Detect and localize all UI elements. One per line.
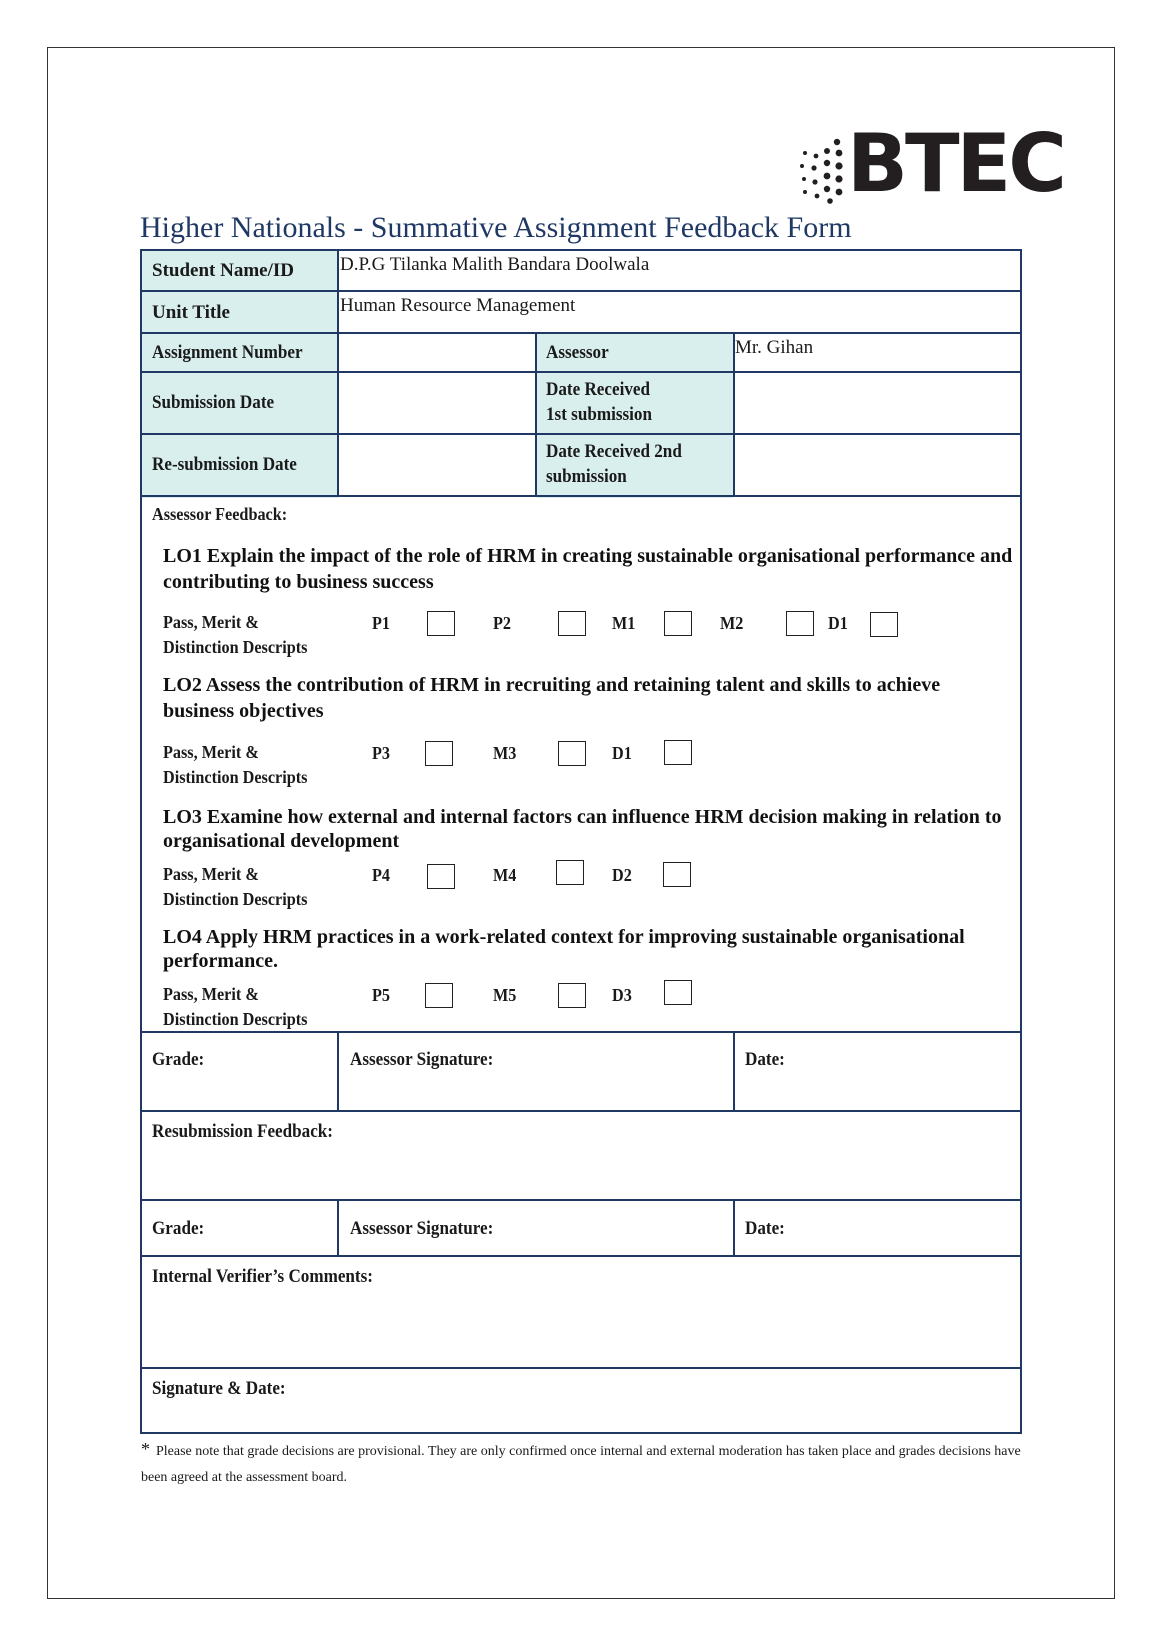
resubmission-assessor-signature-label: Assessor Signature: xyxy=(350,1218,494,1239)
row-divider xyxy=(142,433,1022,435)
lo4-criterion-p5: P5 xyxy=(372,985,390,1005)
lo1-criterion-d1: D1 xyxy=(828,613,848,633)
row-divider xyxy=(142,1110,1022,1112)
footnote-marker: * xyxy=(141,1439,150,1459)
resubmission-date-label: Re-submission Date xyxy=(152,454,297,475)
logo-dots-icon xyxy=(797,136,847,216)
row-divider xyxy=(142,1255,1022,1257)
lo1-criterion-m1: M1 xyxy=(612,613,636,633)
lo3-criterion-p4: P4 xyxy=(372,865,390,885)
lo3-descriptor-line1: Pass, Merit & xyxy=(163,864,259,884)
lo1-p2-checkbox[interactable] xyxy=(558,611,586,636)
lo4-descriptor-line2: Distinction Descripts xyxy=(163,1009,308,1029)
lo4-title: LO4 Apply HRM practices in a work-related context for improving sustainable organisational performance. xyxy=(163,926,965,972)
resubmission-date-label-2: Date: xyxy=(745,1218,785,1239)
resubmission-feedback-label: Resubmission Feedback: xyxy=(152,1121,333,1142)
lo2-m3-checkbox[interactable] xyxy=(558,741,586,766)
lo1-criterion-p2: P2 xyxy=(493,613,511,633)
lo1-criterion-m2: M2 xyxy=(720,613,744,633)
row-divider xyxy=(142,1199,1022,1201)
lo2-criterion-m3: M3 xyxy=(493,743,517,763)
lo3-p4-checkbox[interactable] xyxy=(427,864,455,889)
row-divider xyxy=(142,495,1022,497)
student-name-label: Student Name/ID xyxy=(152,260,294,281)
lo3-criterion-m4: M4 xyxy=(493,865,517,885)
lo1-p1-checkbox[interactable] xyxy=(427,611,455,636)
lo2-p3-checkbox[interactable] xyxy=(425,741,453,766)
lo3-title: LO3 Examine how external and internal factors can influence HRM decision making in relation to organisational development xyxy=(163,806,1002,852)
date-received-1-label-line2: 1st submission xyxy=(546,404,652,425)
col-divider xyxy=(535,332,537,497)
lo1-m2-checkbox[interactable] xyxy=(786,611,814,636)
lo2-title: LO2 Assess the contribution of HRM in recruiting and retaining talent and skills to achieve business objectives xyxy=(163,674,941,722)
assessor-feedback-heading: Assessor Feedback: xyxy=(152,504,288,524)
lo2-d1-checkbox[interactable] xyxy=(664,740,692,765)
resubmission-grade-label: Grade: xyxy=(152,1218,205,1239)
date-received-2-label-line2: submission xyxy=(546,466,627,487)
lo4-m5-checkbox[interactable] xyxy=(558,983,586,1008)
btec-logo xyxy=(797,117,1064,216)
signature-date-label: Signature & Date: xyxy=(152,1378,286,1399)
lo2-descriptor-line1: Pass, Merit & xyxy=(163,742,259,762)
lo3-criterion-d2: D2 xyxy=(612,865,632,885)
col-divider xyxy=(337,1031,339,1111)
lo3-descriptor-line2: Distinction Descripts xyxy=(163,889,308,909)
date-received-2-label-line1: Date Received 2nd xyxy=(546,441,682,462)
assessor-value[interactable]: Mr. Gihan xyxy=(735,337,814,358)
grade-label: Grade: xyxy=(152,1049,205,1070)
footnote-text: Please note that grade decisions are provisional. They are only confirmed once internal and external moderation has taken place and grades decisions have been agreed at the assessment board. xyxy=(141,1444,1021,1485)
internal-verifier-label: Internal Verifier’s Comments: xyxy=(152,1266,373,1287)
unit-title-label: Unit Title xyxy=(152,302,230,323)
logo-wordmark: BTEC xyxy=(847,117,1064,210)
assessor-signature-label: Assessor Signature: xyxy=(350,1049,494,1070)
lo1-m1-checkbox[interactable] xyxy=(664,611,692,636)
lo4-d3-checkbox[interactable] xyxy=(664,980,692,1005)
lo1-d1-checkbox[interactable] xyxy=(870,612,898,637)
date-received-1-label-line1: Date Received xyxy=(546,379,650,400)
lo3-d2-checkbox[interactable] xyxy=(663,862,691,887)
form-title: Higher Nationals - Summative Assignment Feedback Form xyxy=(140,211,852,244)
row-divider xyxy=(142,290,1022,292)
col-divider xyxy=(733,1199,735,1256)
assignment-number-label: Assignment Number xyxy=(152,342,303,363)
lo1-title: LO1 Explain the impact of the role of HRM in creating sustainable organisational performance and contributing to business success xyxy=(163,545,1013,593)
row-divider xyxy=(142,1367,1022,1369)
lo1-criterion-p1: P1 xyxy=(372,613,390,633)
student-name-value[interactable]: D.P.G Tilanka Malith Bandara Doolwala xyxy=(340,254,650,275)
col-divider xyxy=(733,1031,735,1111)
row-divider xyxy=(142,371,1022,373)
lo2-descriptor-line2: Distinction Descripts xyxy=(163,767,308,787)
row-divider xyxy=(142,332,1022,334)
lo4-criterion-d3: D3 xyxy=(612,985,632,1005)
lo4-p5-checkbox[interactable] xyxy=(425,983,453,1008)
submission-date-label: Submission Date xyxy=(152,392,275,413)
provisional-grade-note xyxy=(141,1436,1021,1491)
lo3-m4-checkbox[interactable] xyxy=(556,860,584,885)
date-label: Date: xyxy=(745,1049,785,1070)
lo2-criterion-p3: P3 xyxy=(372,743,390,763)
lo4-descriptor-line1: Pass, Merit & xyxy=(163,984,259,1004)
assessor-label: Assessor xyxy=(546,342,609,363)
col-divider xyxy=(337,1199,339,1256)
lo2-criterion-d1: D1 xyxy=(612,743,632,763)
unit-title-value[interactable]: Human Resource Management xyxy=(340,295,576,316)
lo4-criterion-m5: M5 xyxy=(493,985,517,1005)
lo1-descriptor-line1: Pass, Merit & xyxy=(163,612,259,632)
col-divider xyxy=(337,251,339,497)
lo1-descriptor-line2: Distinction Descripts xyxy=(163,637,308,657)
